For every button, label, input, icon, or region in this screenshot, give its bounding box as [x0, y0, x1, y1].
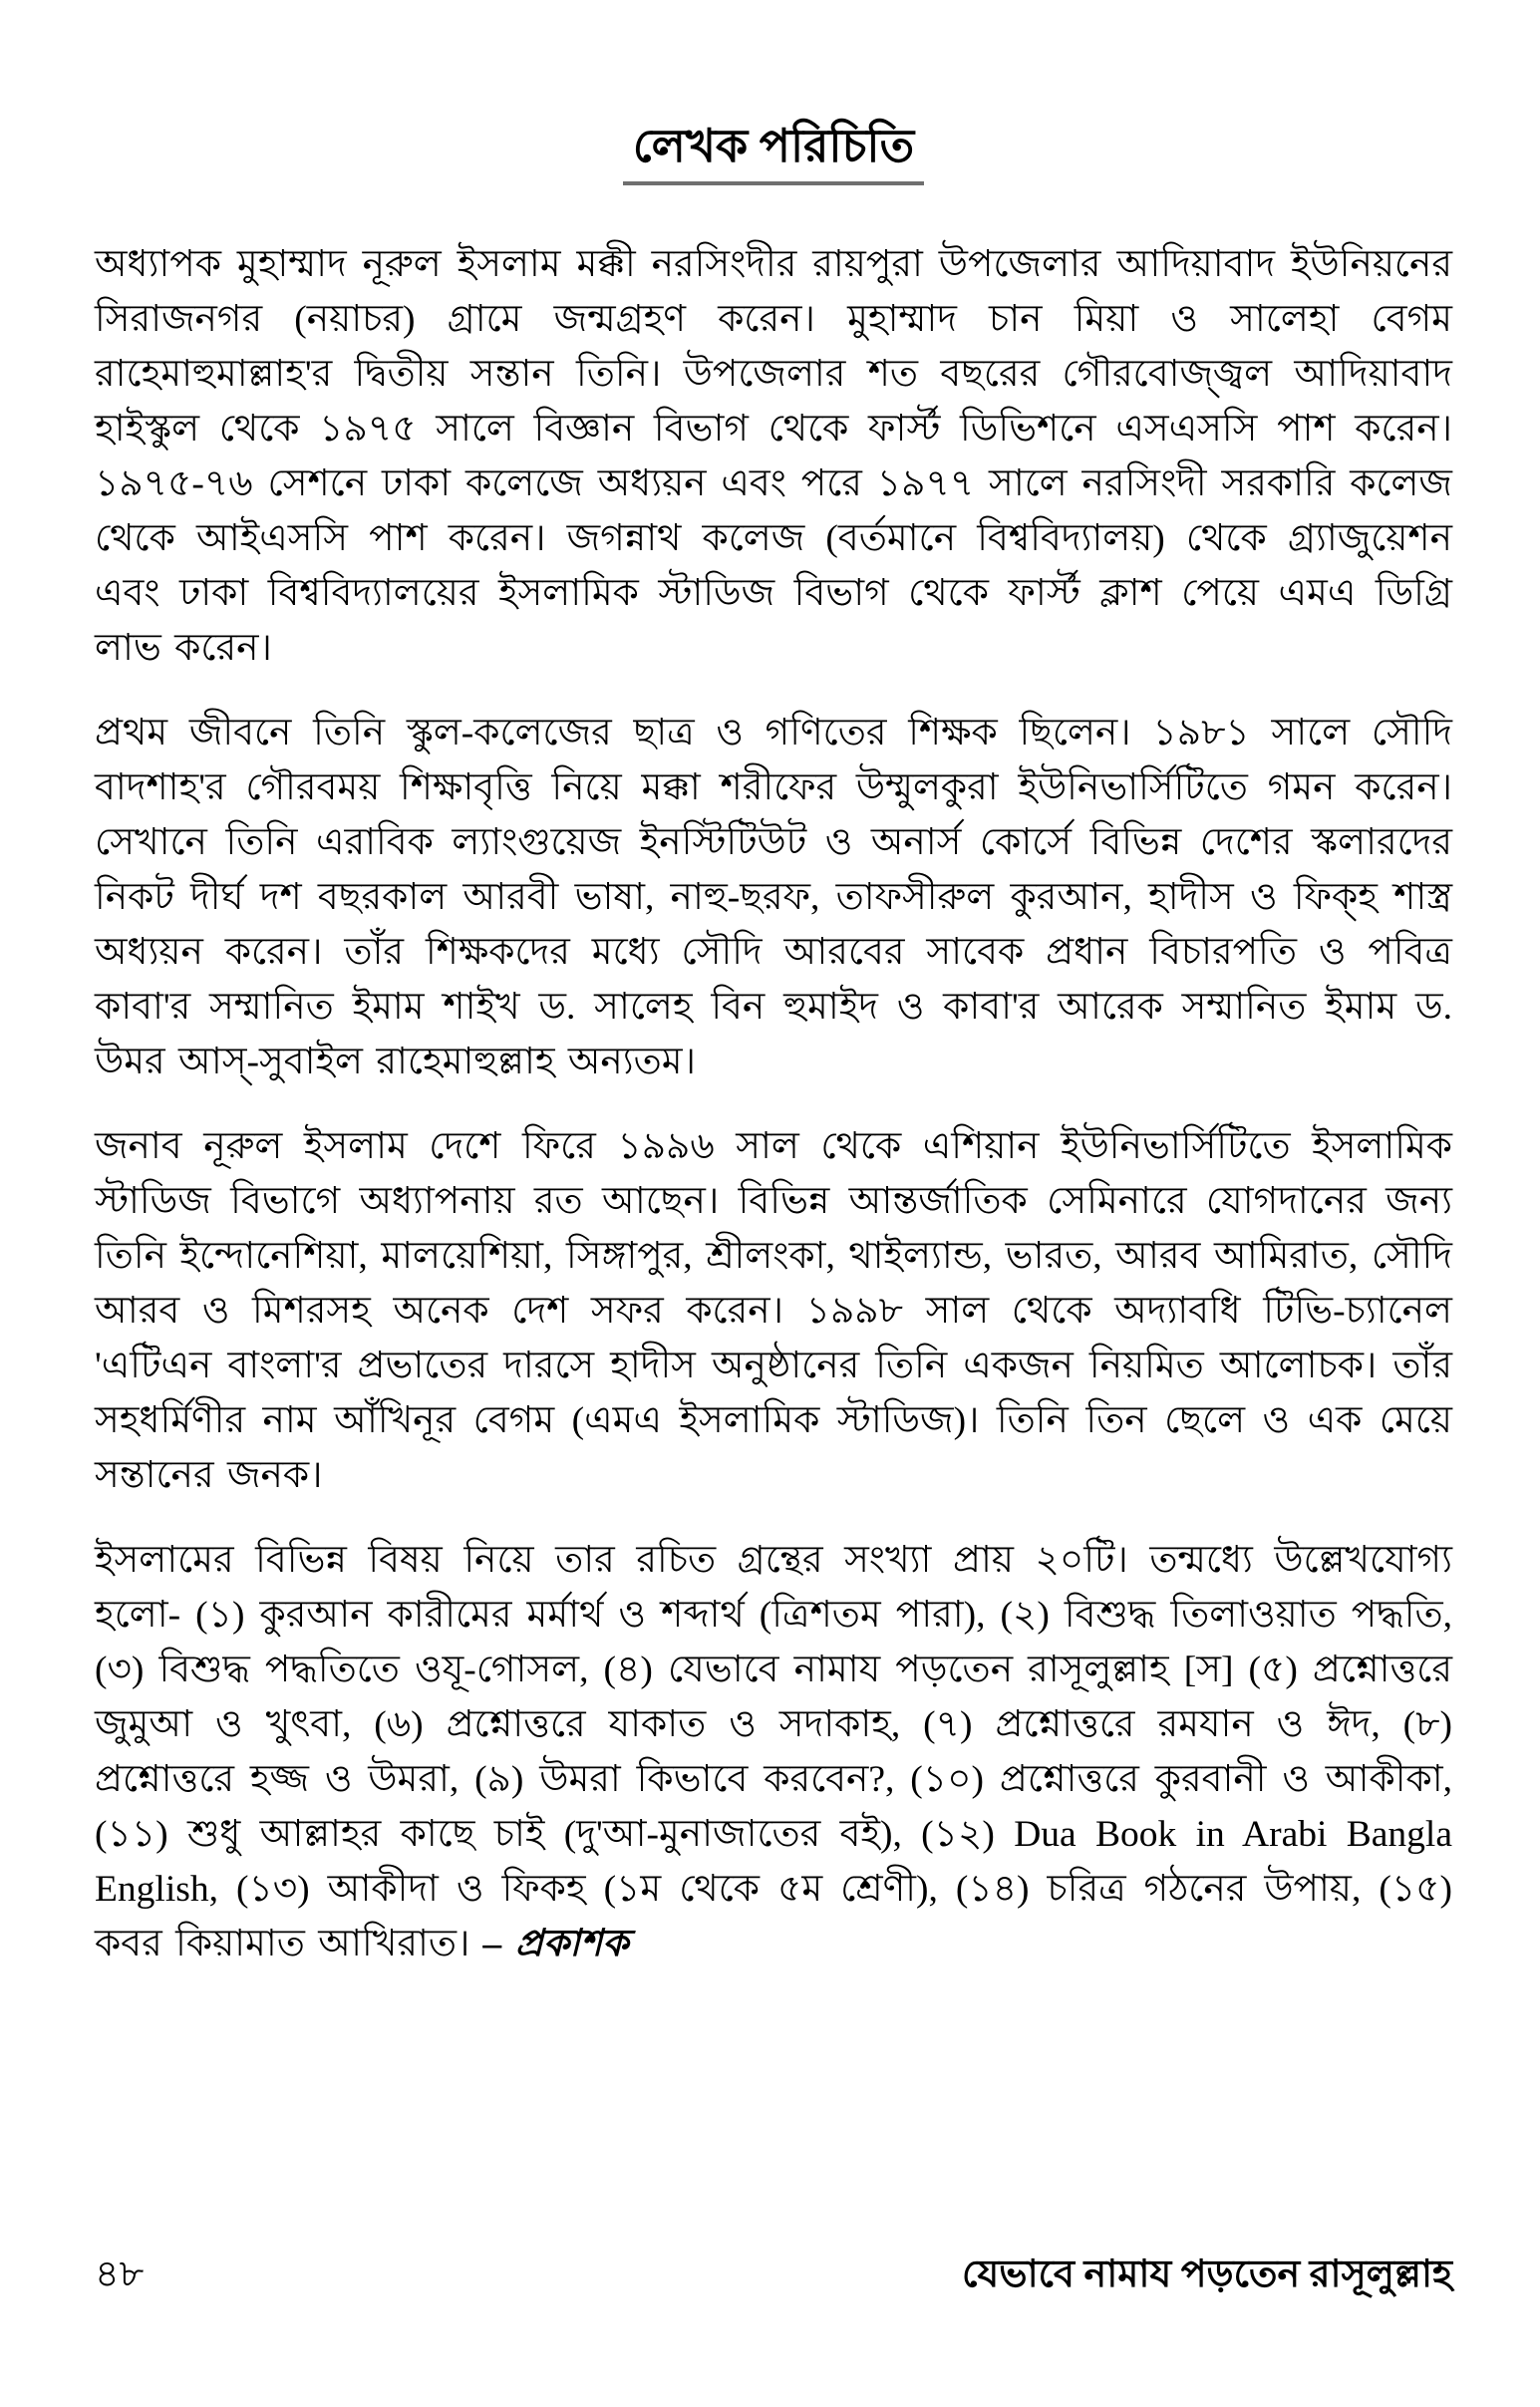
paragraph-early-life-makkah-study: প্রথম জীবনে তিনি স্কুল-কলেজের ছাত্র ও গণিতের শিক্ষক ছিলেন। ১৯৮১ সালে সৌদি বাদশাহ'র গৌরবময় শিক্ষাবৃত্তি নিয়ে মক্কা শরীফের উম্মুলকুরা ইউনিভার্সিটিতে গমন করেন। সেখানে তিনি এরাবিক ল্যাংগুয়েজ ইনস্টিটিউট ও অনার্স কোর্সে বিভিন্ন দেশের স্কলারদের নিকট দীর্ঘ দশ বছরকাল আরবী ভাষা, নাহু-ছরফ, তাফসীরুল কুরআন, হাদীস ও ফিক্হ শাস্ত্র অধ্যয়ন করেন। তাঁর শিক্ষকদের মধ্যে সৌদি আরবের সাবেক প্রধান বিচারপতি ও পবিত্র কাবা'র সম্মানিত ইমাম শাইখ ড. সালেহ বিন হুমাইদ ও কাবা'র আরেক সম্মানিত ইমাম ড. উমর আস্-সুবাইল রাহেমাহুল্লাহ অন্যতম। [95, 712, 1452, 1082]
page-footer [95, 2245, 1452, 2308]
body-text [95, 237, 1452, 1971]
paragraph-books-list-text: ইসলামের বিভিন্ন বিষয় নিয়ে তার রচিত গ্রন্থের সংখ্যা প্রায় ২০টি। তন্মধ্যে উল্লেখযোগ্য হলো- (১) কুরআন কারীমের মর্মার্থ ও শব্দার্থ (ত্রিশতম পারা), (২) বিশুদ্ধ তিলাওয়াত পদ্ধতি, (৩) বিশুদ্ধ পদ্ধতিতে ওযূ-গোসল, (৪) যেভাবে নামায পড়তেন রাসূলুল্লাহ [স] (৫) প্রশ্নোত্তরে জুমুআ ও খুৎবা, (৬) প্রশ্নোত্তরে যাকাত ও সদাকাহ, (৭) প্রশ্নোত্তরে রমযান ও ঈদ, (৮) প্রশ্নোত্তরে হজ্জ ও উমরা, (৯) উমরা কিভাবে করবেন?, (১০) প্রশ্নোত্তরে কুরবানী ও আকীকা, (১১) শুধু আল্লাহর কাছে চাই (দু'আ-মুনাজাতের বই), (১২) Dua Book in Arabi Bangla English, (১৩) আকীদা ও ফিকহ (১ম থেকে ৫ম শ্রেণী), (১৪) চরিত্র গঠনের উপায়, (১৫) কবর কিয়ামাত আখিরাত। [95, 1539, 1452, 1964]
page-number: ৪৮ [95, 2254, 145, 2295]
page-content [95, 118, 1452, 2001]
paragraph-career-family: জনাব নূরুল ইসলাম দেশে ফিরে ১৯৯৬ সাল থেকে এশিয়ান ইউনিভার্সিটিতে ইসলামিক স্টাডিজ বিভাগে অধ্যাপনায় রত আছেন। বিভিন্ন আন্তর্জাতিক সেমিনারে যোগদানের জন্য তিনি ইন্দোনেশিয়া, মালয়েশিয়া, সিঙ্গাপুর, শ্রীলংকা, থাইল্যান্ড, ভারত, আরব আমিরাত, সৌদি আরব ও মিশরসহ অনেক দেশ সফর করেন। ১৯৯৮ সাল থেকে অদ্যাবধি টিভি-চ্যানেল 'এটিএন বাংলা'র প্রভাতের দারসে হাদীস অনুষ্ঠানের তিনি একজন নিয়মিত আলোচক। তাঁর সহধর্মিণীর নাম আঁখিনূর বেগম (এমএ ইসলামিক স্টাডিজ)। তিনি তিন ছেলে ও এক মেয়ে সন্তানের জনক। [95, 1125, 1452, 1496]
page-title: লেখক পরিচিতি [623, 118, 924, 185]
running-book-title: যেভাবে নামায পড়তেন রাসূলুল্লাহ [961, 2254, 1452, 2295]
title-wrap [95, 118, 1452, 185]
publisher-signature: – প্রকাশক [482, 1923, 629, 1964]
paragraph-books-list [95, 1533, 1452, 1971]
paragraph-author-birth-education: অধ্যাপক মুহাম্মাদ নূরুল ইসলাম মক্কী নরসিংদীর রায়পুরা উপজেলার আদিয়াবাদ ইউনিয়নের সিরাজনগর (নয়াচর) গ্রামে জন্মগ্রহণ করেন। মুহাম্মাদ চান মিয়া ও সালেহা বেগম রাহেমাহুমাল্লাহ'র দ্বিতীয় সন্তান তিনি। উপজেলার শত বছরের গৌরবোজ্জ্বল আদিয়াবাদ হাইস্কুল থেকে ১৯৭৫ সালে বিজ্ঞান বিভাগ থেকে ফার্স্ট ডিভিশনে এসএসসি পাশ করেন। ১৯৭৫-৭৬ সেশনে ঢাকা কলেজে অধ্যয়ন এবং পরে ১৯৭৭ সালে নরসিংদী সরকারি কলেজ থেকে আইএসসি পাশ করেন। জগন্নাথ কলেজ (বর্তমানে বিশ্ববিদ্যালয়) থেকে গ্র্যাজুয়েশন এবং ঢাকা বিশ্ববিদ্যালয়ের ইসলামিক স্টাডিজ বিভাগ থেকে ফার্স্ট ক্লাশ পেয়ে এমএ ডিগ্রি লাভ করেন। [95, 243, 1452, 669]
